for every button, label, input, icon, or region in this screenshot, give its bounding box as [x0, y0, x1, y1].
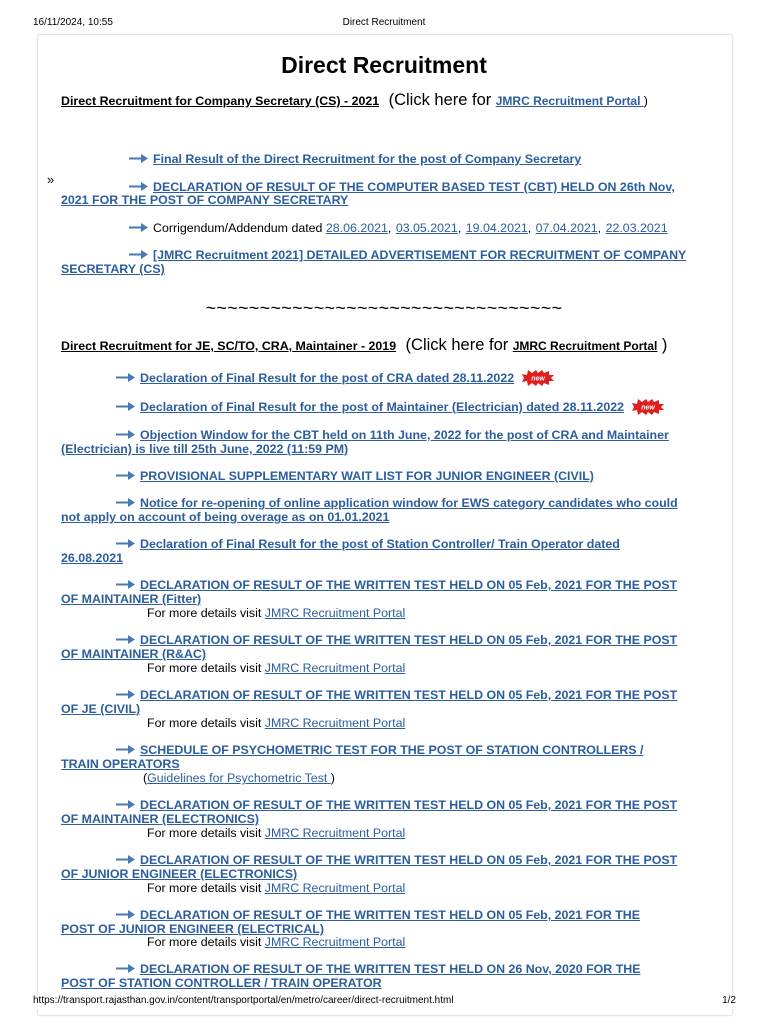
paren-close: ) — [330, 771, 335, 785]
more-details-label: For more details visit — [147, 935, 265, 949]
je-civil-result-link-line1[interactable]: DECLARATION OF RESULT OF THE WRITTEN TEST HELD ON 05 Feb, 2021 FOR THE POST — [140, 688, 678, 702]
arrow-right-icon — [129, 223, 148, 232]
more-details-row — [147, 933, 405, 951]
je-portal-link[interactable]: JMRC Recruitment Portal — [512, 339, 658, 353]
provisional-wait-list-link[interactable]: PROVISIONAL SUPPLEMENTARY WAIT LIST FOR JUNIOR ENGINEER (CIVIL) — [140, 469, 594, 483]
arrow-right-icon — [129, 182, 148, 191]
jmrc-portal-link[interactable]: JMRC Recruitment Portal — [264, 826, 406, 840]
jmrc-portal-link[interactable]: JMRC Recruitment Portal — [264, 606, 406, 620]
print-header — [0, 17, 768, 31]
arrow-right-icon — [116, 745, 135, 754]
new-badge-icon — [522, 370, 554, 386]
arrow-right-icon — [116, 539, 135, 548]
arrow-right-icon — [116, 800, 135, 809]
arrow-right-icon — [116, 402, 135, 411]
arrow-right-icon — [116, 855, 135, 864]
fitter-result-link-line1[interactable]: DECLARATION OF RESULT OF THE WRITTEN TEST HELD ON 05 Feb, 2021 FOR THE POST — [140, 578, 678, 592]
comma: , — [387, 221, 392, 235]
cbt-result-link-line2[interactable]: 2021 FOR THE POST OF COMPANY SECRETARY — [61, 193, 349, 207]
psychometric-schedule-link-line1[interactable]: SCHEDULE OF PSYCHOMETRIC TEST FOR THE POST OF STATION CONTROLLERS / — [140, 743, 644, 757]
je-click-text: (Click here for — [405, 336, 509, 354]
cs-click-close: ) — [643, 94, 648, 108]
maintainer-final-result-link[interactable]: Declaration of Final Result for the post of Maintainer (Electrician) dated 28.11.2022 — [140, 400, 625, 414]
new-badge-text: new — [530, 375, 545, 383]
more-details-row — [147, 824, 405, 842]
arrow-right-icon — [116, 690, 135, 699]
je-item-scto-final[interactable] — [116, 535, 620, 553]
scto-written-result-link-line1[interactable]: DECLARATION OF RESULT OF THE WRITTEN TEST HELD ON 26 Nov, 2020 FOR THE — [140, 962, 641, 976]
advert-link-line1[interactable]: [JMRC Recruitment 2021] DETAILED ADVERTISEMENT FOR RECRUITMENT OF COMPANY — [153, 248, 687, 262]
cs-item-final-result[interactable] — [129, 150, 581, 168]
arrow-right-icon — [116, 964, 135, 973]
comma: , — [597, 221, 602, 235]
je-electrical-result-link-line2[interactable]: POST OF JUNIOR ENGINEER (ELECTRICAL) — [61, 922, 324, 936]
arrow-right-icon — [116, 471, 135, 480]
fitter-result-link-line2[interactable]: OF MAINTAINER (Fitter) — [61, 592, 202, 606]
scto-final-result-link-line2[interactable]: 26.08.2021 — [61, 551, 124, 565]
arrow-right-icon — [116, 635, 135, 644]
more-details-row — [147, 879, 405, 897]
print-title: Direct Recruitment — [342, 17, 426, 28]
objection-window-link-line1[interactable]: Objection Window for the CBT held on 11th June, 2022 for the post of CRA and Maintainer — [140, 428, 669, 442]
corrigendum-date-link[interactable]: 03.05.2021 — [395, 221, 458, 235]
new-badge-icon — [632, 399, 664, 415]
corrigendum-date-link[interactable]: 07.04.2021 — [535, 221, 598, 235]
corrigendum-date-link[interactable]: 22.03.2021 — [605, 221, 668, 235]
je-item-cra-final[interactable] — [116, 369, 554, 387]
paren-open: ( — [143, 771, 148, 785]
expand-chevron-icon[interactable]: » — [47, 172, 55, 187]
arrow-right-icon — [116, 373, 135, 382]
arrow-right-icon — [116, 910, 135, 919]
comma: , — [527, 221, 532, 235]
ews-notice-link-line1[interactable]: Notice for re-opening of online application window for EWS category candidates who could — [140, 496, 678, 510]
jmrc-portal-link[interactable]: JMRC Recruitment Portal — [264, 661, 406, 675]
guidelines-row — [143, 769, 335, 787]
psychometric-guidelines-link[interactable]: Guidelines for Psychometric Test — [147, 771, 331, 785]
je-click-close: ) — [661, 336, 668, 354]
cs-section-heading: Direct Recruitment for Company Secretary (CS) - 2021 — [61, 94, 380, 108]
more-details-label: For more details visit — [147, 661, 265, 675]
comma: , — [457, 221, 462, 235]
arrow-right-icon — [129, 250, 148, 259]
je-heading-row — [61, 336, 667, 355]
final-result-cs-link[interactable]: Final Result of the Direct Recruitment for the post of Company Secretary — [153, 152, 582, 166]
scto-final-result-link-line1[interactable]: Declaration of Final Result for the post of Station Controller/ Train Operator dated — [140, 537, 620, 551]
page-title: Direct Recruitment — [281, 52, 487, 78]
jmrc-portal-link[interactable]: JMRC Recruitment Portal — [264, 881, 406, 895]
je-civil-result-link-line2[interactable]: OF JE (CIVIL) — [61, 702, 141, 716]
arrow-right-icon — [116, 580, 135, 589]
section-divider: ~~~~~~~~~~~~~~~~~~~~~~~~~~~~~~~~~ — [205, 298, 563, 318]
je-item-maint-final[interactable] — [116, 398, 664, 416]
more-details-label: For more details visit — [147, 826, 265, 840]
je-item-psychometric[interactable] — [116, 741, 643, 759]
cs-heading-row — [61, 91, 648, 110]
arrow-right-icon — [116, 430, 135, 439]
corrigendum-date-link[interactable]: 19.04.2021 — [465, 221, 528, 235]
print-url: https://transport.rajasthan.gov.in/content/transportportal/en/metro/career/direct-recruitment.html — [33, 995, 454, 1006]
je-electronics-result-link-line2[interactable]: OF JUNIOR ENGINEER (ELECTRONICS) — [61, 867, 298, 881]
jmrc-portal-link[interactable]: JMRC Recruitment Portal — [264, 716, 406, 730]
scto-written-result-link-line2[interactable]: POST OF STATION CONTROLLER / TRAIN OPERATOR — [61, 976, 382, 990]
maint-electronics-result-link-line1[interactable]: DECLARATION OF RESULT OF THE WRITTEN TEST HELD ON 05 Feb, 2021 FOR THE POST — [140, 798, 678, 812]
corrigendum-label: Corrigendum/Addendum dated — [153, 221, 326, 235]
cs-portal-link[interactable]: JMRC Recruitment Portal — [495, 94, 644, 108]
more-details-row — [147, 604, 405, 622]
cs-item-advert[interactable] — [129, 246, 686, 264]
je-electronics-result-link-line1[interactable]: DECLARATION OF RESULT OF THE WRITTEN TEST HELD ON 05 Feb, 2021 FOR THE POST — [140, 853, 678, 867]
rac-result-link-line1[interactable]: DECLARATION OF RESULT OF THE WRITTEN TEST HELD ON 05 Feb, 2021 FOR THE POST — [140, 633, 678, 647]
maint-electronics-result-link-line2[interactable]: OF MAINTAINER (ELECTRONICS) — [61, 812, 260, 826]
print-page-number: 1/2 — [722, 995, 736, 1006]
je-electrical-result-link-line1[interactable]: DECLARATION OF RESULT OF THE WRITTEN TEST HELD ON 05 Feb, 2021 FOR THE — [140, 908, 641, 922]
ews-notice-link-line2[interactable]: not apply on account of being overage as on 01.01.2021 — [61, 510, 390, 524]
rac-result-link-line2[interactable]: OF MAINTAINER (R&AC) — [61, 647, 206, 661]
objection-window-link-line2[interactable]: (Electrician) is live till 25th June, 2022 (11:59 PM) — [61, 442, 349, 456]
more-details-row — [147, 714, 405, 732]
print-footer — [0, 995, 768, 1009]
more-details-label: For more details visit — [147, 716, 265, 730]
more-details-label: For more details visit — [147, 881, 265, 895]
arrow-right-icon — [116, 498, 135, 507]
more-details-row — [147, 659, 405, 677]
cs-click-text: (Click here for — [388, 91, 492, 109]
arrow-right-icon — [129, 154, 148, 163]
je-section-heading: Direct Recruitment for JE, SC/TO, CRA, Maintainer - 2019 — [61, 339, 397, 353]
cs-item-corrigendum — [129, 219, 668, 237]
new-badge-text: new — [640, 404, 655, 412]
advert-link-line2[interactable]: SECRETARY (CS) — [61, 262, 165, 276]
jmrc-portal-link[interactable]: JMRC Recruitment Portal — [264, 935, 406, 949]
cbt-result-link-line1[interactable]: DECLARATION OF RESULT OF THE COMPUTER BASED TEST (CBT) HELD ON 26th Nov, — [153, 180, 675, 194]
psychometric-schedule-link-line2[interactable]: TRAIN OPERATORS — [61, 757, 180, 771]
je-item-provisional[interactable] — [116, 467, 594, 485]
print-datetime: 16/11/2024, 10:55 — [33, 17, 113, 28]
cra-final-result-link[interactable]: Declaration of Final Result for the post of CRA dated 28.11.2022 — [140, 371, 515, 385]
je-item-je-civil[interactable] — [116, 686, 677, 704]
more-details-label: For more details visit — [147, 606, 265, 620]
corrigendum-date-link[interactable]: 28.06.2021 — [325, 221, 388, 235]
